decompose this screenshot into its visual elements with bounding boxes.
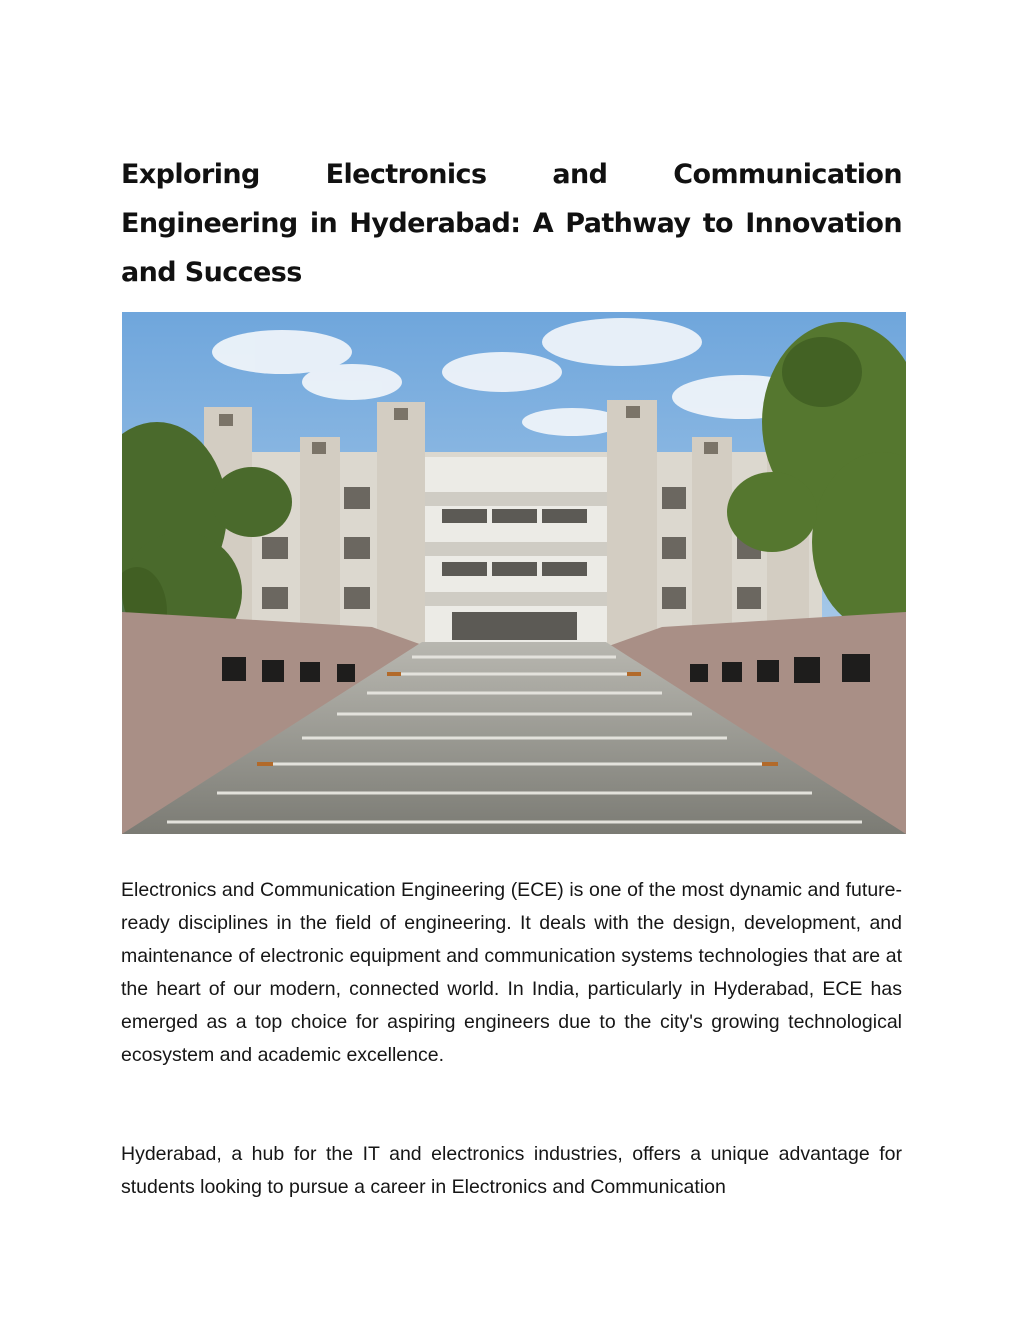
campus-building-photo <box>122 312 906 834</box>
campus-building-illustration <box>122 312 906 834</box>
body-paragraph: Hyderabad, a hub for the IT and electronics industries, offers a unique advantage for students looking to pursue a career in Electronics and Communication <box>121 1143 902 1198</box>
body-paragraph: Electronics and Communication Engineering (ECE) is one of the most dynamic and future-ready disciplines in the field of engineering. It deals with the design, development, and maintenance of electronic equipment and communication systems technologies that are at the heart of our modern, connected world. In India, particularly in Hyderabad, ECE has emerged as a top choice for aspiring engineers due to the city's growing technological ecosystem and academic excellence. <box>121 879 902 1066</box>
page-title: Exploring Electronics and Communication Engineering in Hyderabad: A Pathway to Innovation and Success <box>121 159 902 288</box>
